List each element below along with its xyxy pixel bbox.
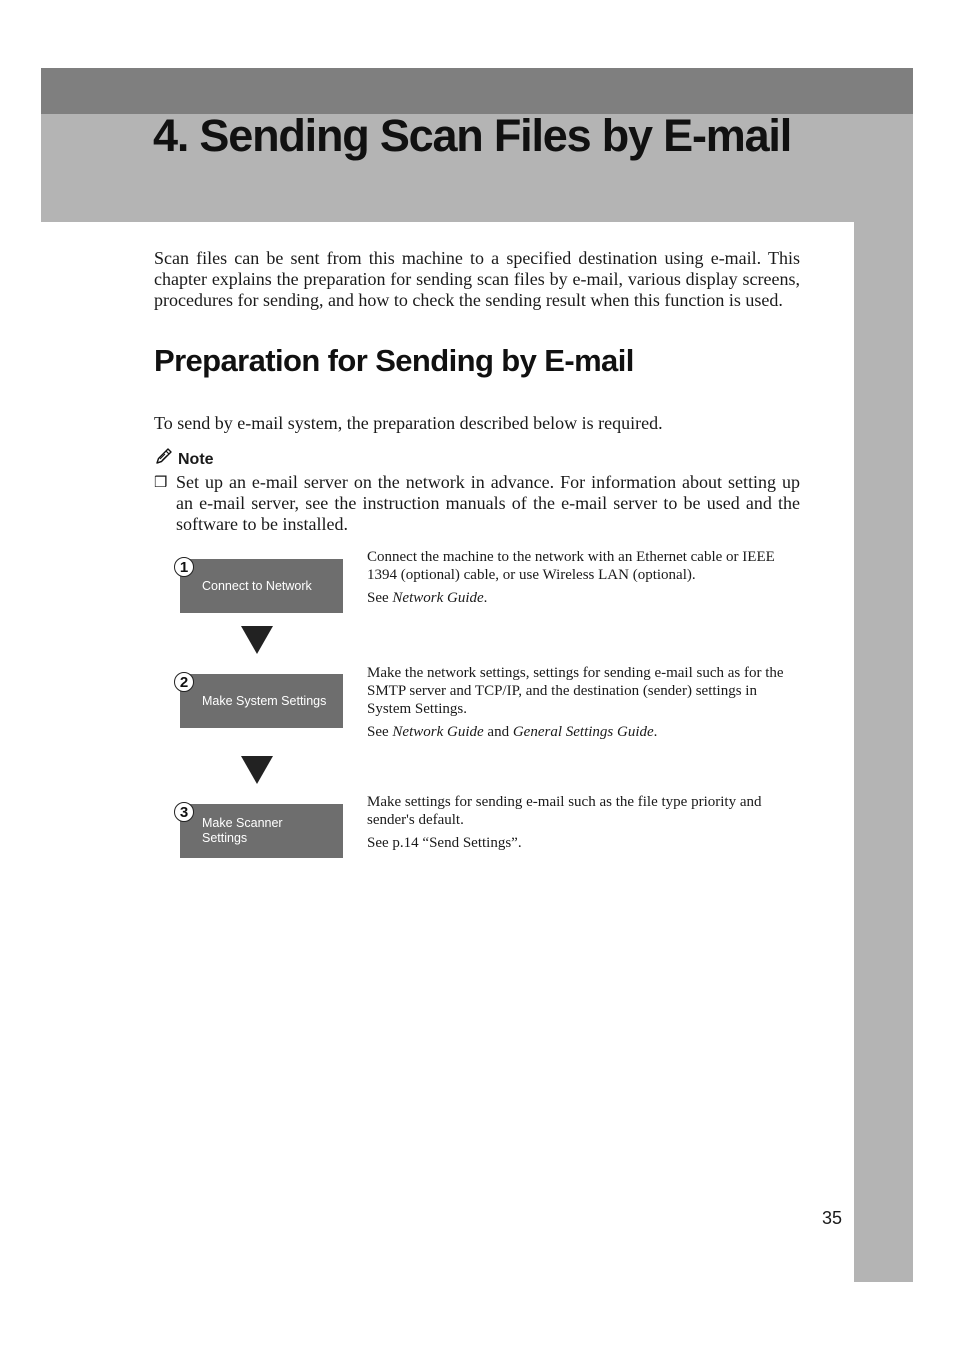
section-text: To send by e-mail system, the preparation described below is required. <box>154 413 663 433</box>
checkbox-bullet: ❒ <box>154 473 168 491</box>
step-description-text: Make the network settings, settings for sending e-mail such as for the SMTP server and TCP/IP, and the destination (sender) settings in System Settings. <box>367 665 784 717</box>
arrow-down-icon <box>241 626 273 654</box>
step-description <box>367 548 797 607</box>
pencil-icon <box>154 448 174 471</box>
step-label: Make System Settings <box>202 693 327 708</box>
step-see-reference: See Network Guide and General Settings Guide. <box>367 724 658 740</box>
page-number: 35 <box>822 1208 843 1228</box>
step-label: Connect to Network <box>202 578 312 593</box>
step-see-reference: See Network Guide. <box>367 590 488 606</box>
step-label: Make Scanner Settings <box>202 816 283 845</box>
step-description <box>367 664 797 741</box>
chapter-side-tab <box>854 222 913 1282</box>
step-number-badge: 2 <box>174 672 194 692</box>
section-title: Preparation for Sending by E-mail <box>154 343 634 378</box>
step-description-text: Make settings for sending e-mail such as the file type priority and sender's default. <box>367 794 762 828</box>
note-item-text: Set up an e-mail server on the network in advance. For information about setting up an e-mail server, see the instruction manuals of the e-mail server to be used and the software to be installed. <box>176 472 800 534</box>
step-see-reference: See p.14 “Send Settings”. <box>367 835 522 851</box>
note-label: Note <box>178 450 214 468</box>
step-description-text: Connect the machine to the network with an Ethernet cable or IEEE 1394 (optional) cable, or use Wireless LAN (optional). <box>367 549 775 583</box>
step-box-connect-to-network <box>180 559 343 613</box>
step-description <box>367 793 797 852</box>
step-box-make-scanner-settings <box>180 804 343 858</box>
note-header <box>154 448 214 471</box>
header-band-dark <box>41 68 913 114</box>
chapter-title: 4. Sending Scan Files by E-mail <box>153 110 791 161</box>
intro-paragraph: Scan files can be sent from this machine to a specified destination using e-mail. This chapter explains the preparation for sending scan files by e-mail, various display screens, procedures for sending, and how to check the sending result when this function is used. <box>154 248 800 310</box>
step-number-badge: 3 <box>174 802 194 822</box>
step-number-badge: 1 <box>174 557 194 577</box>
note-item <box>154 472 800 535</box>
step-box-make-system-settings <box>180 674 343 728</box>
arrow-down-icon <box>241 756 273 784</box>
